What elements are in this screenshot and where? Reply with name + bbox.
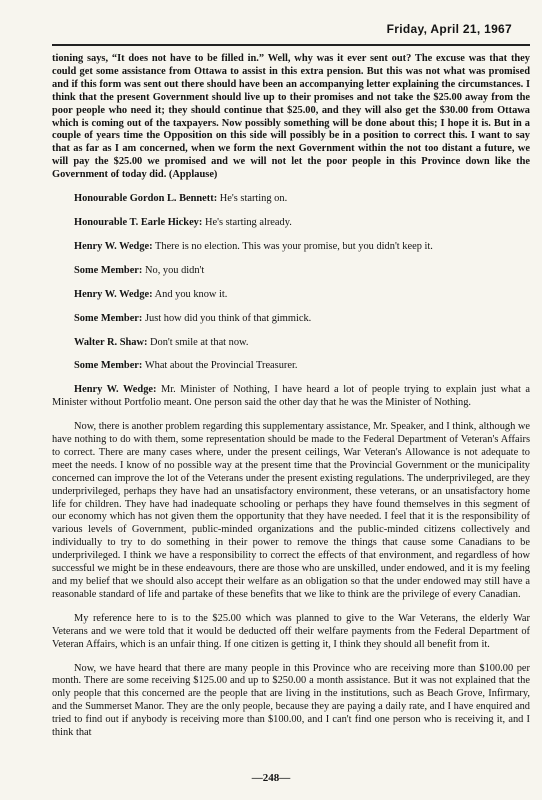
paragraph: Now, we have heard that there are many people in this Province who are receiving more than $100.00 per month. There are some receiving $125.00 and up to $250.00 a month assistance. But it was not explained that the only people that this concerned are the people that are living in the institutions, such as Beach Grove, Infirmary, and the Summerset Manor. They are the only people, because they are paying a daily rate, and I have enquired and tried to find out if anybody is receiving more than $100.00, and I can't find one person who is receiving it, and I think that — [52, 662, 530, 739]
header-rule — [52, 44, 530, 46]
exchange — [52, 217, 530, 230]
speech-text: He's starting on. — [219, 193, 288, 205]
speech-text: Mr. Minister of Nothing, I have heard a lot of people trying to explain just what a Minister without Portfolio meant. One person said the other day that he was the Minister of Nothing. — [52, 384, 530, 409]
speech-text: There is no election. This was your promise, but you didn't keep it. — [155, 240, 433, 252]
speech-text: Don't smile at that now. — [150, 336, 249, 348]
speech-text: No, you didn't — [145, 264, 205, 276]
speech-text: What about the Provincial Treasurer. — [144, 360, 298, 372]
exchange — [52, 360, 530, 373]
exchange — [52, 384, 530, 410]
paragraph: Now, there is another problem regarding this supplementary assistance, Mr. Speaker, and I think, although we have nothing to do with them, some representation should be made to the Federal Department of Veteran's Affairs to correct. There are many cases where, under the present ceilings, War Veteran's Allowance is not adequate to meet the needs. I know of no possible way at the present time that the Provincial Government or the municipality concerned can improve the lot of the Veterans under the present existing regulations. The underprivileged, are they underprivileged, perhaps they have had an unsatisfactory environment, these veterans, or an unsatisfactory home life for children. They have had inadequate schooling or perhaps they have found themselves in this segment of our economy which has not given them the opportunity that they have needed. I feel that it is the responsibility of various levels of Government, public-minded organizations and the public-minded citizens collectively and individually to try to do something in their power to remove the things that cause some Canadians to be underprivileged. I think we have a responsibility to correct the effects of that environment, and regardless of how successful we might be in these endeavours, there are those who are unskilled, under endowed, and it is my feeling and my belief that we should also accept their welfare as an obligation so that the under endowed may still have a reasonable standard of life and partake of these benefits that we like to think are the privilege of every Canadian. — [52, 421, 530, 600]
exchange — [52, 313, 530, 326]
speaker-name: Henry W. Wedge: — [74, 288, 153, 300]
speaker-name: Some Member: — [74, 360, 143, 372]
speech-text: He's starting already. — [204, 216, 292, 228]
paragraph: tioning says, “It does not have to be filled in.” Well, why was it ever sent out? The excuse was that they could get some assistance from Ottawa to assist in this extra pension. But this was not what was promised and if this form was sent out there should have been an accompanying letter explaining the circumstances. I think that the present Government should live up to their promises and not take the $25.00 away from the poor people who need it; they should continue that $25.00, and they will also get the $30.00 from Ottawa which is coming out of the taxpayers. Now possibly something will be done about this; I hope it is. But in a couple of years time the Opposition on this side will possibly be in a position to correct this. I want to say that as far as I am concerned, when we form the next Government within the not too distant a future, we will pay the $25.00 we promised and we will not let the poor people in this Province down like the Government of today did. (Applause) — [52, 53, 530, 181]
paragraph: My reference here to is to the $25.00 which was planned to give to the War Veterans, the elderly War Veterans and we were told that it would be deducted off their welfare payments from the Federal Department of Veteran Affairs, which is an unfair thing. If one citizen is getting it, I think they should all benefit from it. — [52, 612, 530, 650]
page-header-date: Friday, April 21, 1967 — [386, 22, 512, 36]
speaker-name: Henry W. Wedge: — [74, 384, 157, 396]
speaker-name: Honourable Gordon L. Bennett: — [74, 193, 218, 205]
speaker-name: Honourable T. Earle Hickey: — [74, 216, 203, 228]
exchange — [52, 241, 530, 254]
exchange — [52, 289, 530, 302]
exchange — [52, 337, 530, 350]
page-number: —248— — [251, 772, 291, 784]
exchange — [52, 265, 530, 278]
speaker-name: Walter R. Shaw: — [74, 336, 148, 348]
exchange — [52, 193, 530, 206]
speech-text: And you know it. — [154, 288, 228, 300]
speaker-name: Some Member: — [74, 264, 143, 276]
document-body — [52, 53, 530, 751]
speaker-name: Henry W. Wedge: — [74, 240, 153, 252]
speaker-name: Some Member: — [74, 312, 143, 324]
speech-text: Just how did you think of that gimmick. — [145, 312, 312, 324]
